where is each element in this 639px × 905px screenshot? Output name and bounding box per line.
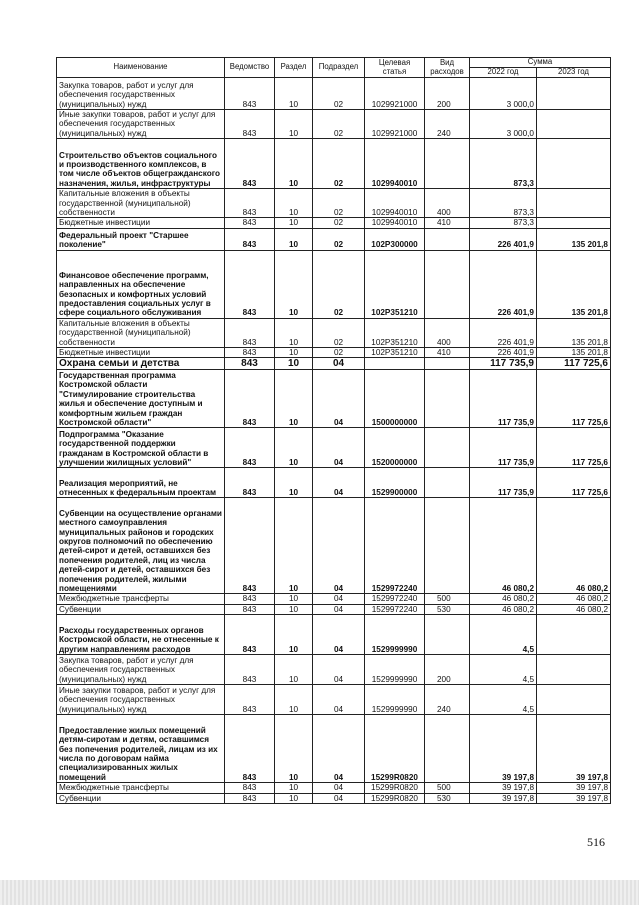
cell-section: 10 — [275, 139, 313, 189]
cell-subsection: 04 — [313, 655, 365, 685]
cell-section: 10 — [275, 615, 313, 655]
cell-exp-type — [425, 428, 470, 468]
cell-subsection: 02 — [313, 189, 365, 218]
cell-exp-type — [425, 370, 470, 428]
cell-dept: 843 — [225, 110, 275, 139]
cell-2023 — [537, 218, 611, 228]
cell-2022: 4,5 — [470, 685, 537, 715]
cell-name: Федеральный проект "Старшее поколение" — [57, 228, 225, 250]
table-row — [57, 783, 611, 793]
header-subsection: Подраздел — [313, 58, 365, 78]
cell-section: 10 — [275, 250, 313, 318]
cell-target: 1029921000 — [365, 78, 425, 110]
cell-section: 10 — [275, 110, 313, 139]
cell-dept: 843 — [225, 468, 275, 498]
cell-2022: 46 080,2 — [470, 498, 537, 594]
cell-exp-type: 530 — [425, 604, 470, 614]
cell-2023: 135 201,8 — [537, 250, 611, 318]
cell-2022: 873,3 — [470, 139, 537, 189]
cell-exp-type: 400 — [425, 318, 470, 347]
cell-name: Финансовое обеспечение программ, направленных на обеспечение безопасных и комфортных условий предоставления социальных услуг в сфере социального обслуживания — [57, 250, 225, 318]
cell-dept: 843 — [225, 615, 275, 655]
header-sum: Сумма — [470, 58, 611, 68]
cell-name: Капитальные вложения в объекты государственной (муниципальной) собственности — [57, 318, 225, 347]
cell-section: 10 — [275, 468, 313, 498]
cell-target: 15299R0820 — [365, 783, 425, 793]
cell-name: Межбюджетные трансферты — [57, 783, 225, 793]
cell-name: Бюджетные инвестиции — [57, 218, 225, 228]
cell-dept: 843 — [225, 370, 275, 428]
cell-2023: 46 080,2 — [537, 594, 611, 604]
cell-2023 — [537, 110, 611, 139]
table-row — [57, 78, 611, 110]
cell-target: 1500000000 — [365, 370, 425, 428]
cell-section: 10 — [275, 604, 313, 614]
cell-dept: 843 — [225, 715, 275, 783]
header-target: Целевая статья — [365, 58, 425, 78]
table-row — [57, 498, 611, 594]
cell-2022: 39 197,8 — [470, 715, 537, 783]
cell-2022: 46 080,2 — [470, 594, 537, 604]
cell-2023: 46 080,2 — [537, 498, 611, 594]
cell-dept: 843 — [225, 655, 275, 685]
cell-target: 1529999990 — [365, 615, 425, 655]
cell-subsection: 04 — [313, 604, 365, 614]
cell-section: 10 — [275, 498, 313, 594]
table-row — [57, 348, 611, 358]
cell-2022: 117 735,9 — [470, 370, 537, 428]
cell-section: 10 — [275, 793, 313, 803]
cell-subsection: 04 — [313, 594, 365, 604]
table-row — [57, 685, 611, 715]
cell-section: 10 — [275, 218, 313, 228]
header-section: Раздел — [275, 58, 313, 78]
cell-target: 1529999990 — [365, 685, 425, 715]
cell-section: 10 — [275, 370, 313, 428]
cell-subsection: 04 — [313, 370, 365, 428]
cell-2023: 39 197,8 — [537, 715, 611, 783]
cell-section: 10 — [275, 685, 313, 715]
cell-name: Реализация мероприятий, не отнесенных к федеральным проектам — [57, 468, 225, 498]
cell-exp-type — [425, 228, 470, 250]
cell-dept: 843 — [225, 318, 275, 347]
cell-name: Расходы государственных органов Костромской области, не отнесенные к другим направлениям расходов — [57, 615, 225, 655]
cell-target: 1529900000 — [365, 468, 425, 498]
cell-dept: 843 — [225, 604, 275, 614]
cell-name: Закупка товаров, работ и услуг для обеспечения государственных (муниципальных) нужд — [57, 78, 225, 110]
header-dept: Ведомство — [225, 58, 275, 78]
cell-subsection: 02 — [313, 78, 365, 110]
header-2022: 2022 год — [470, 68, 537, 78]
cell-name: Предоставление жилых помещений детям-сиротам и детям, оставшимся без попечения родителей, лицам из их числа по договорам найма специализированных жилых помещений — [57, 715, 225, 783]
cell-target: 1529972240 — [365, 604, 425, 614]
cell-2022: 39 197,8 — [470, 793, 537, 803]
cell-2022: 226 401,9 — [470, 348, 537, 358]
cell-2023 — [537, 685, 611, 715]
cell-section: 10 — [275, 655, 313, 685]
cell-target: 102P351210 — [365, 348, 425, 358]
table-header — [57, 58, 611, 78]
cell-2023 — [537, 139, 611, 189]
table-row — [57, 189, 611, 218]
cell-2022: 873,3 — [470, 218, 537, 228]
cell-exp-type — [425, 358, 470, 370]
cell-2022: 226 401,9 — [470, 318, 537, 347]
table-row — [57, 655, 611, 685]
cell-exp-type: 400 — [425, 189, 470, 218]
cell-exp-type: 240 — [425, 685, 470, 715]
cell-2023 — [537, 189, 611, 218]
cell-2022: 4,5 — [470, 655, 537, 685]
cell-dept: 843 — [225, 793, 275, 803]
cell-2022: 226 401,9 — [470, 228, 537, 250]
cell-target: 15299R0820 — [365, 715, 425, 783]
cell-2022: 39 197,8 — [470, 783, 537, 793]
cell-2022: 4,5 — [470, 615, 537, 655]
cell-dept: 843 — [225, 228, 275, 250]
cell-2022: 46 080,2 — [470, 604, 537, 614]
cell-name: Закупка товаров, работ и услуг для обеспечения государственных (муниципальных) нужд — [57, 655, 225, 685]
cell-dept: 843 — [225, 348, 275, 358]
cell-name: Охрана семьи и детства — [57, 358, 225, 370]
cell-target: 102P351210 — [365, 250, 425, 318]
cell-section: 10 — [275, 189, 313, 218]
cell-target: 1029940010 — [365, 218, 425, 228]
cell-exp-type — [425, 498, 470, 594]
cell-2022: 117 735,9 — [470, 358, 537, 370]
cell-subsection: 04 — [313, 715, 365, 783]
cell-exp-type — [425, 250, 470, 318]
cell-subsection: 04 — [313, 498, 365, 594]
table-row — [57, 218, 611, 228]
cell-exp-type: 500 — [425, 783, 470, 793]
table-row — [57, 428, 611, 468]
cell-target — [365, 358, 425, 370]
cell-exp-type: 200 — [425, 78, 470, 110]
cell-2022: 117 735,9 — [470, 468, 537, 498]
cell-subsection: 04 — [313, 468, 365, 498]
cell-2022: 3 000,0 — [470, 78, 537, 110]
table-row — [57, 318, 611, 347]
table-row — [57, 110, 611, 139]
cell-name: Строительство объектов социального и производственного комплексов, в том числе объектов общегражданского назначения, жилья, инфраструктуры — [57, 139, 225, 189]
cell-subsection: 04 — [313, 615, 365, 655]
cell-name: Капитальные вложения в объекты государственной (муниципальной) собственности — [57, 189, 225, 218]
cell-2022: 117 735,9 — [470, 428, 537, 468]
cell-subsection: 02 — [313, 228, 365, 250]
header-2023: 2023 год — [537, 68, 611, 78]
cell-subsection: 02 — [313, 250, 365, 318]
cell-dept: 843 — [225, 358, 275, 370]
cell-exp-type — [425, 468, 470, 498]
table-row — [57, 604, 611, 614]
cell-target: 102P351210 — [365, 318, 425, 347]
cell-section: 10 — [275, 594, 313, 604]
cell-name: Бюджетные инвестиции — [57, 348, 225, 358]
cell-section: 10 — [275, 228, 313, 250]
cell-target: 15299R0820 — [365, 793, 425, 803]
header-exp-type: Вид расходов — [425, 58, 470, 78]
cell-exp-type: 200 — [425, 655, 470, 685]
cell-subsection: 04 — [313, 358, 365, 370]
cell-subsection: 02 — [313, 218, 365, 228]
page-number: 516 — [587, 835, 605, 849]
budget-table — [56, 57, 611, 804]
cell-2022: 226 401,9 — [470, 250, 537, 318]
cell-target: 1029940010 — [365, 189, 425, 218]
cell-exp-type: 530 — [425, 793, 470, 803]
cell-subsection: 04 — [313, 428, 365, 468]
cell-section: 10 — [275, 348, 313, 358]
cell-section: 10 — [275, 318, 313, 347]
cell-dept: 843 — [225, 783, 275, 793]
cell-subsection: 02 — [313, 348, 365, 358]
table-row — [57, 139, 611, 189]
cell-name: Субвенции на осуществление органами местного самоуправления муниципальных районов и городских округов полномочий по обеспечению детей-сирот и детей, оставшихся без попечения родителей, лиц из числа детей-сирот и детей, оставшихся без попечения родителей, жилыми помещениями — [57, 498, 225, 594]
cell-dept: 843 — [225, 218, 275, 228]
cell-name: Иные закупки товаров, работ и услуг для обеспечения государственных (муниципальных) нужд — [57, 110, 225, 139]
cell-2023: 39 197,8 — [537, 783, 611, 793]
cell-target: 1029921000 — [365, 110, 425, 139]
cell-exp-type: 500 — [425, 594, 470, 604]
cell-target: 102P300000 — [365, 228, 425, 250]
cell-target: 1520000000 — [365, 428, 425, 468]
cell-section: 10 — [275, 78, 313, 110]
cell-2023: 39 197,8 — [537, 793, 611, 803]
cell-name: Субвенции — [57, 604, 225, 614]
table-row — [57, 228, 611, 250]
cell-target: 1529972240 — [365, 594, 425, 604]
cell-dept: 843 — [225, 250, 275, 318]
cell-exp-type: 410 — [425, 218, 470, 228]
cell-subsection: 02 — [313, 110, 365, 139]
cell-2023: 135 201,8 — [537, 348, 611, 358]
table-row — [57, 358, 611, 370]
table-row — [57, 715, 611, 783]
table-row — [57, 370, 611, 428]
cell-section: 10 — [275, 783, 313, 793]
cell-dept: 843 — [225, 78, 275, 110]
cell-dept: 843 — [225, 685, 275, 715]
cell-2023: 117 725,6 — [537, 370, 611, 428]
cell-dept: 843 — [225, 189, 275, 218]
cell-2023: 117 725,6 — [537, 468, 611, 498]
cell-name: Подпрограмма "Оказание государственной поддержки гражданам в Костромской области в улучшении жилищных условий" — [57, 428, 225, 468]
cell-2022: 3 000,0 — [470, 110, 537, 139]
cell-2023 — [537, 655, 611, 685]
cell-target: 1029940010 — [365, 139, 425, 189]
cell-2023: 46 080,2 — [537, 604, 611, 614]
cell-2022: 873,3 — [470, 189, 537, 218]
cell-section: 10 — [275, 428, 313, 468]
cell-2023: 117 725,6 — [537, 428, 611, 468]
cell-name: Иные закупки товаров, работ и услуг для обеспечения государственных (муниципальных) нужд — [57, 685, 225, 715]
table-row — [57, 594, 611, 604]
cell-section: 10 — [275, 358, 313, 370]
table-row — [57, 468, 611, 498]
table-row — [57, 793, 611, 803]
cell-subsection: 04 — [313, 783, 365, 793]
cell-target: 1529972240 — [365, 498, 425, 594]
cell-dept: 843 — [225, 428, 275, 468]
cell-exp-type — [425, 139, 470, 189]
cell-exp-type — [425, 615, 470, 655]
cell-2023 — [537, 615, 611, 655]
cell-subsection: 04 — [313, 685, 365, 715]
table-row — [57, 250, 611, 318]
cell-subsection: 02 — [313, 139, 365, 189]
table-body — [57, 78, 611, 804]
cell-subsection: 04 — [313, 793, 365, 803]
cell-name: Государственная программа Костромской области "Стимулирование строительства жилья и обеспечение доступным и комфортным жильем граждан Костромской области" — [57, 370, 225, 428]
cell-exp-type: 410 — [425, 348, 470, 358]
cell-2023 — [537, 78, 611, 110]
cell-exp-type — [425, 715, 470, 783]
cell-target: 1529999990 — [365, 655, 425, 685]
cell-dept: 843 — [225, 139, 275, 189]
cell-subsection: 02 — [313, 318, 365, 347]
cell-2023: 135 201,8 — [537, 228, 611, 250]
cell-dept: 843 — [225, 498, 275, 594]
scan-edge-strip — [0, 880, 639, 905]
cell-name: Межбюджетные трансферты — [57, 594, 225, 604]
cell-2023: 117 725,6 — [537, 358, 611, 370]
cell-exp-type: 240 — [425, 110, 470, 139]
cell-section: 10 — [275, 715, 313, 783]
header-name: Наименование — [57, 58, 225, 78]
cell-dept: 843 — [225, 594, 275, 604]
cell-2023: 135 201,8 — [537, 318, 611, 347]
cell-name: Субвенции — [57, 793, 225, 803]
table-row — [57, 615, 611, 655]
